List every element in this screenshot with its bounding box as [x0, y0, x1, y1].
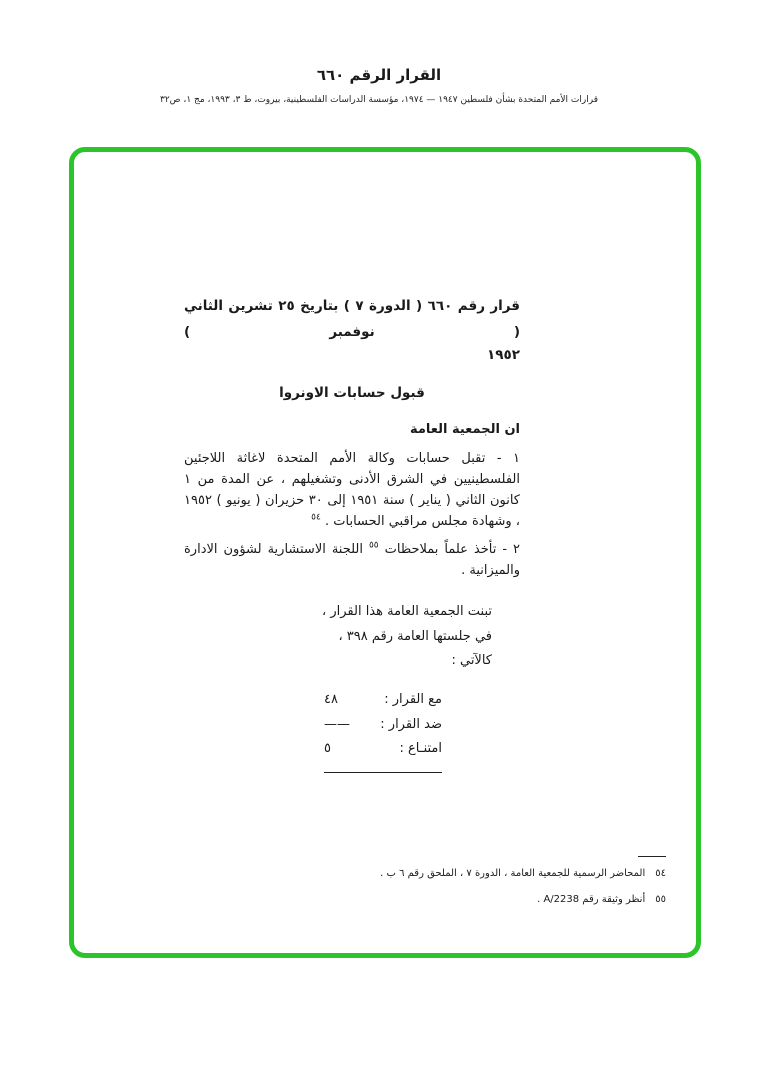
footnote-separator: [638, 856, 666, 857]
adoption-line-3: كالآتي :: [451, 653, 492, 669]
paragraph-2-text-before: ٢ - تأخذ علماً بملاحظات: [384, 542, 520, 558]
vote-row-against: [324, 713, 442, 738]
resolution-title-line-1: قرار رقم ٦٦٠ ( الدورة ٧ ) بتاريخ ٢٥ تشرين الثاني ( نوفمبر ): [184, 298, 521, 340]
vote-row-abstain: [324, 737, 442, 762]
footnote-ref-55: ٥٥: [368, 541, 379, 552]
document-content: [184, 294, 520, 773]
vote-against-value: ——: [324, 716, 350, 732]
vote-for-value: ٤٨: [324, 692, 338, 708]
vote-for-label: مع القرار :: [384, 692, 442, 708]
vote-against-label: ضد القرار :: [380, 716, 442, 732]
resolution-subject: قبول حسابات الاونروا: [279, 384, 425, 401]
footnote-55-text: أنظر وثيقة رقم A/2238 .: [537, 894, 646, 905]
vote-results: [324, 688, 442, 773]
paragraph-2: [184, 540, 520, 582]
paragraph-1: [184, 449, 520, 532]
resolution-opening: ان الجمعية العامة: [409, 422, 520, 438]
vote-abstain-value: ٥: [324, 741, 331, 757]
paragraph-1-text: ١ - تقبل حسابات وكالة الأمم المتحدة لاغاثة اللاجئين الفلسطينيين في الشرق الأدنى وتشغيلهم ، عن المدة من ١ كانون الثاني ( يناير ) سنة ١٩٥١ إلى ٣٠ حزيران ( يونيو ) ١٩٥٢ ، وشهادة مجلس مراقبي الحسابات .: [184, 451, 520, 529]
vote-abstain-label: امتنـاع :: [399, 741, 442, 757]
resolution-title-line-2: ١٩٥٢: [487, 347, 520, 364]
footnote-54: [336, 866, 666, 881]
adoption-line-2: في جلستها العامة رقم ٣٩٨ ،: [338, 628, 492, 644]
source-citation: قرارات الأمم المتحدة بشأن فلسطين ١٩٤٧ — ١٩٧٤، مؤسسة الدراسات الفلسطينية، بيروت، ط ٣، ١٩٩٣، مج ١، ص٣٢: [159, 95, 599, 105]
footnote-54-number: ٥٤: [655, 868, 666, 879]
adoption-note: [184, 600, 492, 674]
page-title: القرار الرقم ٦٦٠: [316, 66, 442, 84]
paragraph-2-text-after: اللجنة الاستشارية لشؤون الادارة والميزانية .: [184, 542, 520, 579]
footnote-ref-54: ٥٤: [311, 512, 321, 523]
footnote-55-number: ٥٥: [655, 894, 666, 905]
adoption-line-1: تبنت الجمعية العامة هذا القرار ،: [322, 604, 492, 620]
vote-row-for: [324, 688, 442, 713]
page-header: [0, 66, 758, 105]
footnote-55: [336, 892, 666, 907]
footnote-54-text: المحاضر الرسمية للجمعية العامة ، الدورة ٧ ، الملحق رقم ٦ ب .: [380, 868, 646, 879]
document-frame: [69, 147, 701, 958]
footnotes: [336, 866, 666, 918]
